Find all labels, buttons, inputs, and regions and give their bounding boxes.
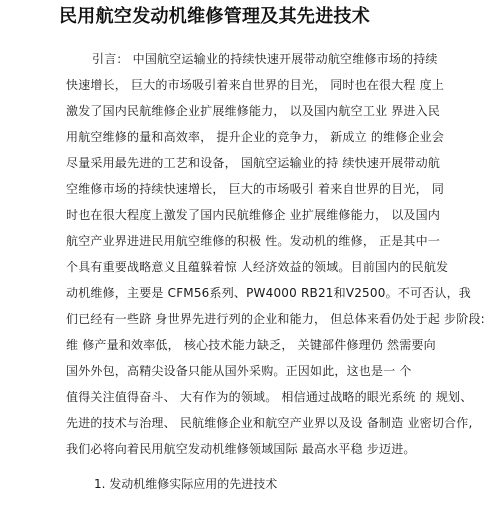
paragraph-line: 快速增长， 巨大的市场吸引着来自世界的目光， 同时也在很大程 度上: [66, 78, 445, 92]
section-heading: 1. 发动机维修实际应用的先进技术: [94, 477, 278, 491]
paragraph-line: 维 修产量和效率低， 核心技术能力缺乏， 关键部件修理仍 然需要向: [66, 338, 436, 352]
paragraph-line: 动机维修，主要是 CFM56系列、PW4000 RB21和V2500。不可否认，我: [66, 286, 471, 300]
paragraph-line: 引言： 中国航空运输业的持续快速开展带动航空维修市场的持续: [92, 52, 438, 66]
paragraph-line: 先进的技术与治理、 民航维修企业和航空产业界以及设 备制造 业密切合作,: [66, 416, 473, 430]
paragraph-line: 值得关注值得奋斗、 大有作为的领域。 相信通过战略的眼光系统 的 规划、: [66, 390, 473, 404]
paragraph-line: 空维修市场的持续快速增长， 巨大的市场吸引 着来自世界的目光， 同: [66, 182, 445, 196]
paragraph-line: 们已经有一些跻 身世界先进行列的企业和能力， 但总体来看仍处于起 步阶段:: [66, 312, 485, 326]
paragraph-line: 用航空维修的量和高效率， 提升企业的竞争力， 新成立 的维修企业会: [66, 130, 445, 144]
document-title: 民用航空发动机维修管理及其先进技术: [59, 6, 371, 27]
paragraph-line: 时也在很大程度上激发了国内民航维修企 业扩展维修能力， 以及国内: [66, 208, 441, 222]
paragraph-line: 国外外包，高精尖设备只能从国外采购。正因如此，这也是一 个: [66, 364, 412, 378]
paragraph-line: 尽量采用最先进的工艺和设备， 国航空运输业的持 续快速开展带动航: [66, 156, 441, 170]
paragraph-line: 航空产业界进进民用航空维修的积极 性。发动机的维修， 正是其中一: [66, 234, 441, 248]
paragraph-line: 个具有重要战略意义且蕴躲着惊 人经济效益的领域。目前国内的民航发: [66, 260, 449, 274]
paragraph-line: 激发了国内民航维修企业扩展维修能力， 以及国内航空工业 界进入民: [66, 104, 441, 118]
paragraph-line: 我们必将向着民用航空发动机维修领域国际 最高水平稳 步迈进。: [66, 442, 416, 456]
